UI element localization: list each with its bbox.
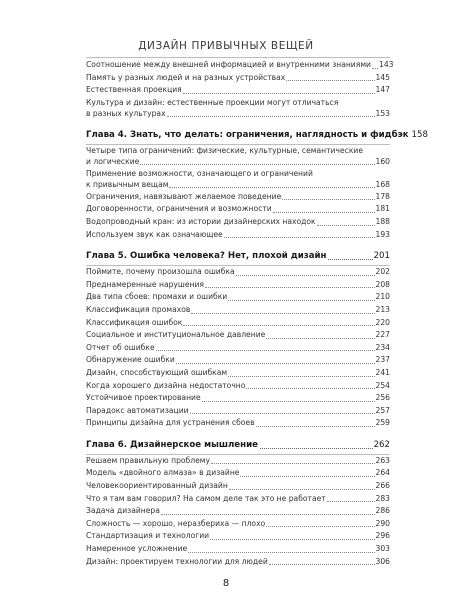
chapter-title: Глава 4. Знать, что делать: ограничения, наглядность и фидбэк <box>86 129 409 140</box>
toc-entry-label: Культура и дизайн: естественные проекции могут отличаться <box>86 97 339 107</box>
dot-leader <box>328 259 372 260</box>
toc-entry-page: 266 <box>375 481 390 491</box>
toc-entry-page: 153 <box>375 109 390 119</box>
toc-entry-page: 259 <box>375 418 390 428</box>
dot-leader <box>269 564 375 565</box>
toc-entry-page: 241 <box>375 367 390 377</box>
toc-entry-label: Два типа сбоев: промахи и ошибки <box>86 292 228 302</box>
toc-entry <box>86 518 390 531</box>
dot-leader <box>266 338 374 339</box>
toc-entry-label: Задача дизайнера <box>86 506 160 516</box>
toc-entry-page: 286 <box>375 506 390 516</box>
toc-entry <box>86 417 390 430</box>
dot-leader <box>246 388 374 389</box>
dot-leader <box>167 116 375 117</box>
toc-entry-label: Классификация промахов <box>86 304 191 314</box>
page-number: 8 <box>222 578 230 589</box>
toc-entry-label: Ограничения, навязывают желаемое поведение <box>86 191 282 201</box>
toc-entry-label: Стандартизация и технологии <box>86 531 210 541</box>
toc-entry <box>86 191 390 204</box>
toc-entry-page: 143 <box>378 60 394 69</box>
toc-entry <box>86 229 390 242</box>
dot-leader <box>169 187 374 188</box>
dot-leader <box>202 401 375 402</box>
toc-entry <box>86 367 390 380</box>
dot-leader <box>183 93 375 94</box>
toc-entry <box>86 480 390 493</box>
toc-entry-label: Модель «двойного алмаза» в дизайне <box>86 468 240 478</box>
table-of-contents <box>86 57 428 568</box>
chapter-page: 201 <box>373 251 390 262</box>
dot-leader <box>205 287 375 288</box>
toc-entry-label: Отчет об ошибке <box>86 342 155 352</box>
toc-entry-page: 290 <box>375 518 390 528</box>
toc-entry <box>86 530 390 543</box>
dot-leader <box>240 476 374 477</box>
toc-entry-label: Преднамеренные нарушения <box>86 279 204 289</box>
dot-leader <box>229 489 375 490</box>
toc-entry-label: Что я там вам говорил? На самом деле так это не работает <box>86 493 326 503</box>
toc-entry-page: 147 <box>375 85 390 95</box>
toc-entry-label: Дизайн, способствующий ошибкам <box>86 367 228 377</box>
toc-entry-label: Естественная проекция <box>86 85 182 95</box>
chapter-page: 158 <box>411 129 428 140</box>
dot-leader <box>188 552 374 553</box>
toc-entry <box>86 543 390 556</box>
dot-leader <box>228 376 374 377</box>
toc-entry-label: Человекоориентированный дизайн <box>86 481 228 491</box>
toc-entry-label: Решаем правильную проблему <box>86 455 210 465</box>
toc-entry <box>86 266 390 279</box>
toc-entry-page: 188 <box>375 216 390 226</box>
toc-entry-label: Водопроводный кран: из истории дизайнерских находок <box>86 216 316 226</box>
toc-entry-page: 283 <box>375 493 390 503</box>
toc-entry <box>86 203 390 216</box>
dot-leader <box>176 363 375 364</box>
toc-entry <box>86 97 390 120</box>
toc-entry-label: Используем звук как означающее <box>86 229 223 239</box>
toc-entry <box>86 216 390 229</box>
toc-entry-page: 296 <box>375 531 390 541</box>
toc-entry-page: 254 <box>375 380 390 390</box>
chapter-title: Глава 5. Ошибка человека? Нет, плохой дизайн <box>86 251 327 262</box>
toc-entry-page: 303 <box>375 544 390 554</box>
toc-entry-page: 257 <box>375 405 390 415</box>
dot-leader <box>286 80 374 81</box>
toc-entry <box>86 467 390 480</box>
toc-entry-label: Классификация ошибок <box>86 317 183 327</box>
toc-entry-label: Намеренное усложнение <box>86 544 188 554</box>
toc-entry <box>86 279 390 292</box>
running-head: ДИЗАЙН ПРИВЫЧНЫХ ВЕЩЕЙ <box>138 40 314 52</box>
chapter-title: Глава 6. Дизайнерское мышление <box>86 439 258 450</box>
toc-entry <box>86 59 394 72</box>
toc-entry-label: Обнаружение ошибки <box>86 355 175 365</box>
dot-leader <box>273 212 375 213</box>
dot-leader <box>282 199 374 200</box>
toc-entry-label: Парадокс автоматизации <box>86 405 189 415</box>
toc-entry <box>86 455 390 468</box>
toc-entry-label: Память у разных людей и на разных устройствах <box>86 72 286 82</box>
toc-entry <box>86 84 390 97</box>
toc-entry-page: 210 <box>375 292 390 302</box>
toc-entry-label: Соотношение между внешней информацией и внутренними знаниями <box>86 60 371 69</box>
toc-entry-page: 193 <box>375 229 390 239</box>
dot-leader <box>191 313 374 314</box>
dot-leader <box>224 237 375 238</box>
toc-entry <box>86 329 390 342</box>
toc-entry-page: 181 <box>375 204 390 214</box>
toc-entry-page: 234 <box>375 342 390 352</box>
dot-leader <box>236 275 375 276</box>
dot-leader <box>210 539 374 540</box>
toc-entry <box>86 342 390 355</box>
toc-entry-label: Сложность — хорошо, неразбериха — плохо <box>86 518 266 528</box>
toc-entry <box>86 317 390 330</box>
toc-entry-page: 202 <box>375 267 390 277</box>
toc-entry-label: Когда хорошего дизайна недостаточно <box>86 380 246 390</box>
dot-leader <box>190 413 375 414</box>
toc-entry <box>86 291 390 304</box>
toc-entry-label: Социальное и институциональное давление <box>86 330 266 340</box>
dot-leader <box>211 463 375 464</box>
chapter-heading <box>86 129 428 144</box>
toc-entry-page: 208 <box>375 279 390 289</box>
toc-entry-label: Четыре типа ограничений: физические, культурные, семантические <box>86 145 364 155</box>
toc-entry-page: 264 <box>375 468 390 478</box>
toc-entry-page: 213 <box>375 304 390 314</box>
toc-entry <box>86 168 390 191</box>
toc-entry <box>86 405 390 418</box>
toc-entry <box>86 493 390 506</box>
dot-leader <box>140 164 374 165</box>
toc-entry <box>86 72 390 85</box>
toc-entry <box>86 354 390 367</box>
toc-entry-page: 178 <box>375 191 390 201</box>
toc-entry-page: 256 <box>375 393 390 403</box>
dot-leader <box>183 325 374 326</box>
dot-leader <box>228 300 374 301</box>
toc-entry-label-continued: в разных культурах <box>86 109 166 119</box>
toc-entry-page: 227 <box>375 330 390 340</box>
toc-entry-label: Применение возможности, означающего и ограничений <box>86 168 313 178</box>
dot-leader <box>327 501 375 502</box>
toc-entry-label: Поймите, почему произошла ошибка <box>86 267 235 277</box>
dot-leader <box>266 526 374 527</box>
toc-entry-label: Договоренности, ограничения и возможности <box>86 204 272 214</box>
divider <box>86 57 390 58</box>
toc-entry-page: 160 <box>375 157 390 167</box>
toc-entry <box>86 505 390 518</box>
toc-entry-page: 263 <box>375 455 390 465</box>
chapter-heading <box>86 439 390 454</box>
toc-entry <box>86 556 390 569</box>
toc-entry <box>86 392 390 405</box>
toc-entry <box>86 304 390 317</box>
toc-entry-page: 306 <box>375 556 390 566</box>
toc-entry-label-continued: к привычным вещам <box>86 180 169 190</box>
dot-leader <box>256 426 375 427</box>
dot-leader <box>372 68 378 69</box>
dot-leader <box>156 350 375 351</box>
toc-entry-page: 237 <box>375 355 390 365</box>
dot-leader <box>317 225 375 226</box>
toc-entry-label: Устойчивое проектирование <box>86 393 201 403</box>
toc-entry-page: 168 <box>375 180 390 190</box>
dot-leader <box>260 448 373 449</box>
dot-leader <box>161 514 375 515</box>
toc-entry-page: 220 <box>375 317 390 327</box>
toc-entry-page: 145 <box>375 72 390 82</box>
toc-entry-label: Дизайн: проектируем технологии для людей <box>86 556 268 566</box>
toc-entry-label-continued: и логические <box>86 157 140 167</box>
chapter-page: 262 <box>373 439 390 450</box>
chapter-heading <box>86 250 390 265</box>
toc-entry <box>86 380 390 393</box>
toc-entry-label: Принципы дизайна для устранения сбоев <box>86 418 255 428</box>
toc-entry <box>86 145 390 168</box>
